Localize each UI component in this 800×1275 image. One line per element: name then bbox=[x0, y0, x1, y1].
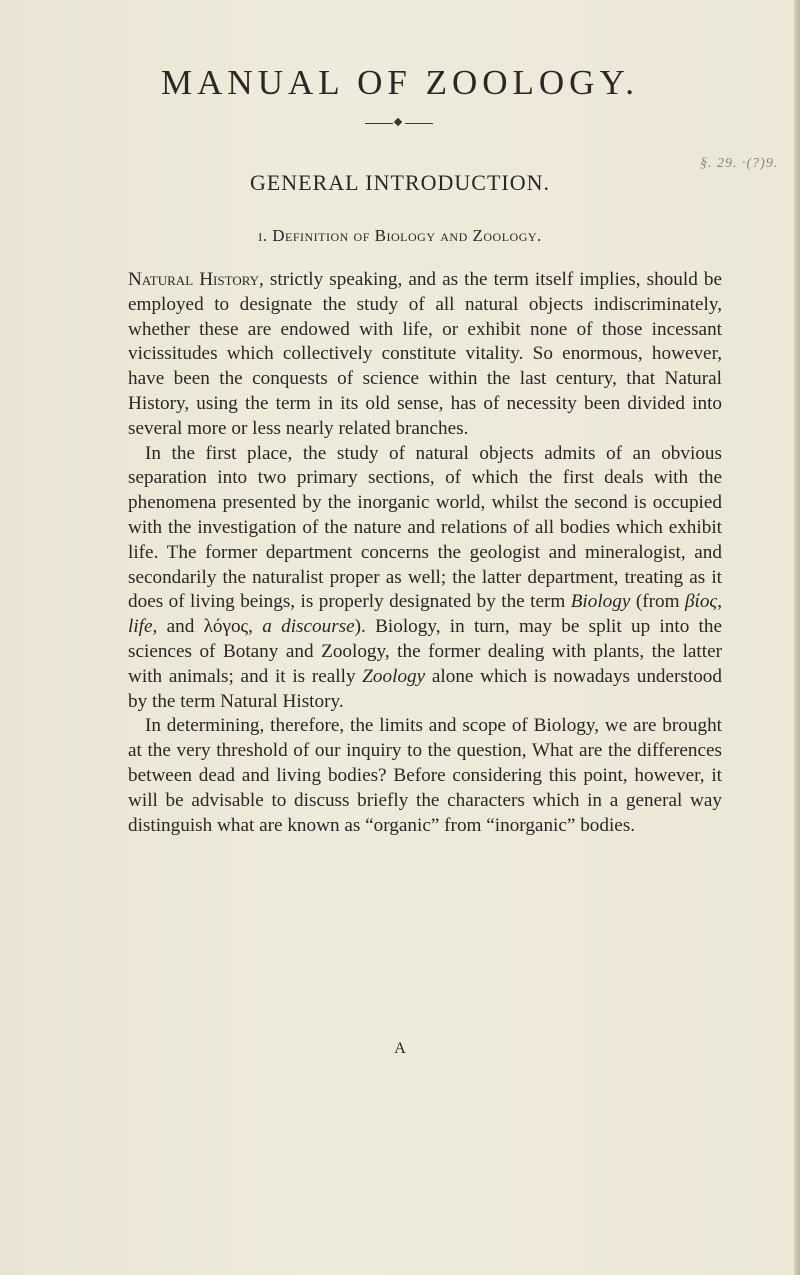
term-zoology: Zoology bbox=[362, 665, 426, 687]
paragraph-1 bbox=[128, 268, 722, 442]
p2-text-f: ). Biology, in turn, may be split up into the sciences of Botany and Zoology, the former dealing with plants, the latter with animals; and it is really bbox=[128, 616, 722, 687]
subsection-heading: i. Definition of Biology and Zoology. bbox=[258, 226, 542, 245]
paragraph-3: In determining, therefore, the limits and scope of Biology, we are brought at the very threshold of our inquiry to the question, What are the differences between dead and living bodies? Before considering this point, however, it will be advisable to discuss briefly the characters which in a general way distinguish what are known as “organic” from “inorganic” bodies. bbox=[128, 715, 722, 836]
diamond-ornament-icon bbox=[394, 118, 402, 126]
paragraph-1-text: strictly speaking, and as the term itself implies, should be employed to designate the study of all natural objects indiscriminately, whether these are endowed with life, or exhibit none of those incessant vicissitudes which collectively constitute vitality. So enormous, however, have been the conquests of science within the last century, that Natural History, using the term in its old sense, has of necessity been divided into several more or less nearly related branches. bbox=[128, 269, 722, 439]
p2-text-d: , and bbox=[152, 616, 204, 638]
p2-text-c: , bbox=[717, 591, 723, 613]
handwritten-shelfmark: §. 29. ·(?)9. bbox=[700, 156, 779, 171]
p2-text-e: , bbox=[248, 616, 263, 638]
signature-mark: A bbox=[394, 1040, 406, 1057]
term-life: life bbox=[128, 616, 153, 638]
term-biology: Biology bbox=[570, 591, 631, 613]
p2-text-b: (from bbox=[630, 591, 685, 613]
lead-words: Natural History, bbox=[128, 269, 264, 290]
paragraph-2 bbox=[128, 442, 722, 715]
body-text bbox=[128, 268, 722, 838]
section-title: GENERAL INTRODUCTION. bbox=[249, 170, 551, 195]
p2-text-g: alone which is nowadays understood by the term Natural History. bbox=[128, 665, 722, 712]
term-logos: λόγος bbox=[203, 616, 249, 638]
term-bios: βίος bbox=[684, 591, 718, 613]
book-title: MANUAL OF ZOOLOGY. bbox=[161, 63, 639, 102]
term-discourse: a discourse bbox=[262, 616, 355, 638]
ornament-divider bbox=[365, 118, 433, 128]
p2-text-a: In the first place, the study of natural objects admits of an obvious separation into two primary sections, of which the first deals with the phenomena presented by the inorganic world, whilst the second is occupied with the investigation of the nature and relations of all bodies which exhibit life. The former department concerns the geologist and mineralogist, and secondarily the naturalist proper as well; the latter department, treating as it does of living beings, is properly designated by the term bbox=[128, 442, 722, 613]
